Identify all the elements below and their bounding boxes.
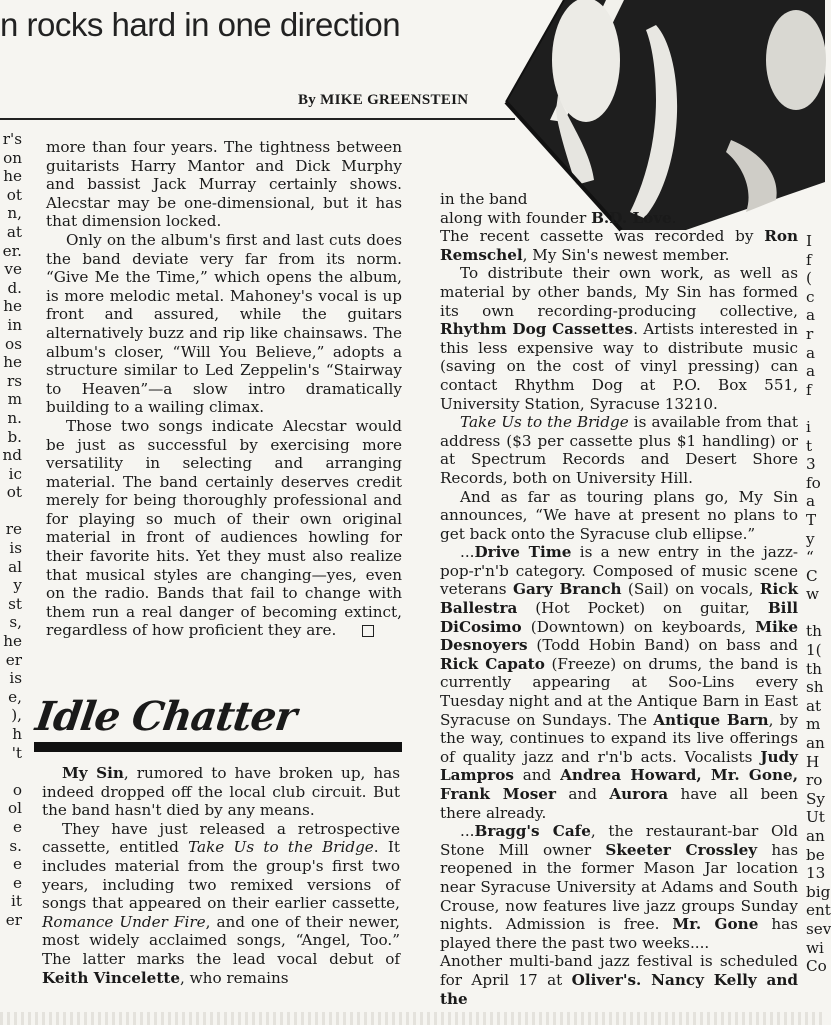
text-fragment: 1( [806, 641, 822, 660]
text-fragment: ot [6, 483, 22, 502]
text-fragment: at [6, 222, 22, 241]
section-title: Idle Chatter [32, 693, 299, 740]
text-fragment: at [806, 696, 822, 715]
text-fragment: C [806, 566, 818, 585]
text-fragment: o [12, 780, 22, 799]
paragraph: And as far as touring plans go, My Sin announces, “We have at present no plans to get back onto the Syracuse club ellipse.” [440, 487, 798, 543]
text-fragment: he [3, 353, 22, 372]
text-fragment: sh [806, 678, 824, 697]
text-fragment: m [806, 715, 821, 734]
paragraph: My Sin, rumored to have broken up, has indeed dropped off the local club circuit. But the band hasn't died by any means. [42, 764, 400, 820]
text-fragment: r's [2, 130, 22, 148]
text-fragment: y [806, 529, 815, 548]
text-fragment: s, [9, 613, 22, 632]
text-fragment: d. [7, 278, 22, 297]
text-fragment: is [9, 539, 22, 558]
text-fragment: ot [6, 185, 22, 204]
paragraph: ...Bragg's Cafe, the restaurant-bar Old Stone Mill owner Skeeter Crossley has reopened in the former Mason Jar location near Syracuse University at Adams and South Crouse, now features live jazz groups Sunday nights. Admission is free. Mr. Gone has played there the past two weeks.... [440, 822, 798, 952]
text-fragment [0, 502, 22, 521]
text-fragment: wi [806, 938, 824, 957]
text-fragment: th [806, 622, 822, 641]
text-fragment: ( [806, 269, 812, 288]
text-fragment: e, [8, 687, 22, 706]
text-fragment: ol [7, 799, 22, 818]
text-fragment: e [13, 873, 22, 892]
paragraph: Another multi-band jazz festival is scheduled for April 17 at Oliver's. Nancy Kelly and the [440, 952, 799, 1008]
text-fragment: os [5, 334, 22, 353]
text-fragment: f [806, 380, 812, 399]
left-column-fragments [0, 130, 22, 930]
section-rule [34, 742, 402, 752]
text-fragment: T [806, 510, 817, 529]
paragraph: To distribute their own work, as well as material by other bands, My Sin has formed its own recording-producing collective, Rhythm Dog Cassettes. Artists interested in this less expensive way to distribute music (saving on the cost of vinyl pressing) can contact Rhythm Dog at P.O. Box 551, University Station, Syracuse 13210. [440, 264, 798, 413]
text-fragment: m [7, 390, 22, 409]
text-fragment: ro [806, 771, 823, 790]
text-fragment: 't [11, 743, 22, 762]
text-fragment: he [3, 167, 22, 186]
text-fragment: c [806, 287, 815, 306]
text-fragment: he [3, 297, 22, 316]
text-fragment: a [806, 362, 816, 381]
text-fragment: I [806, 232, 812, 250]
text-fragment: r [806, 324, 814, 343]
text-fragment: ic [8, 464, 22, 483]
text-fragment: ent [806, 901, 831, 920]
paragraph: in the band along with founder B.D. Love. The recent cassette was recorded by Ron Remschel, My Sin's newest member. [440, 190, 798, 264]
right-column-fragments [806, 232, 831, 976]
text-fragment: an [806, 827, 825, 845]
text-fragment: th [806, 659, 822, 678]
text-fragment: er. [2, 241, 22, 260]
text-fragment: a [806, 492, 816, 511]
byline: By MIKE GREENSTEIN [298, 92, 469, 108]
text-fragment: it [11, 892, 22, 911]
text-fragment: rs [6, 371, 22, 390]
text-fragment: Co [806, 957, 827, 976]
text-fragment [806, 399, 825, 418]
text-fragment [806, 604, 825, 623]
text-fragment: a [806, 343, 816, 362]
column-1 [46, 138, 402, 640]
text-fragment: big [806, 882, 831, 901]
text-fragment: al [8, 557, 22, 576]
text-fragment: e [13, 855, 22, 874]
text-fragment: 13 [806, 864, 826, 883]
text-fragment: s. [9, 836, 22, 855]
text-fragment: y [13, 576, 22, 595]
text-fragment: h [12, 725, 22, 743]
idle-chatter-column [42, 764, 400, 987]
text-fragment: ), [11, 706, 22, 725]
text-fragment: be [806, 845, 825, 864]
text-fragment: n, [7, 204, 22, 223]
text-fragment: ve [4, 260, 22, 279]
text-fragment: re [5, 520, 22, 539]
text-fragment: i [806, 417, 811, 436]
text-fragment: Sy [806, 789, 825, 808]
text-fragment: nd [2, 446, 22, 465]
paragraph: Only on the album's first and last cuts does the band deviate very far from its norm. “Give Me the Time,” which opens the album, is more melodic metal. Mahoney's vocal is up front and assured, while the guitars alternatively buzz and rip like chainsaws. The album's closer, “Will You Believe,” adopts a structure similar to Led Zeppelin's “Stairway to Heaven”—a slow intro dramatically building to a wailing climax. [46, 230, 402, 417]
text-fragment: H [806, 752, 820, 771]
text-fragment: t [806, 436, 813, 455]
column-2 [440, 190, 798, 1008]
text-fragment: e [13, 817, 22, 836]
text-fragment: n. [7, 408, 22, 427]
text-fragment: er [5, 910, 22, 929]
paragraph: ...Drive Time is a new entry in the jazz-pop-r'n'b category. Composed of music scene veterans Gary Branch (Sail) on vocals, Rick Ballestra (Hot Pocket) on guitar, Bill DiCosimo (Downtown) on keyboards, Mike Desnoyers (Todd Hobin Band) on bass and Rick Capato (Freeze) on drums, the band is currently appearing at Soo-Lins every Tuesday night and at the Antique Barn in East Syracuse on Sundays. The Antique Barn, by the way, continues to expand its live offerings of quality jazz and r'n'b acts. Vocalists Judy Lampros and Andrea Howard, Mr. Gone, Frank Moser and Aurora have all been there already. [440, 543, 799, 822]
text-fragment: is [9, 669, 22, 688]
end-mark [362, 625, 374, 637]
text-fragment [0, 762, 22, 781]
byline-rule [0, 118, 515, 120]
headline: n rocks hard in one direction [0, 6, 401, 43]
text-fragment: “ [806, 548, 814, 567]
text-fragment: an [806, 734, 825, 753]
text-fragment: 3 [806, 455, 816, 474]
text-fragment: on [3, 148, 22, 167]
page-bottom-edge [0, 1012, 825, 1025]
text-fragment: sev [806, 919, 831, 938]
text-fragment: er [5, 650, 22, 669]
text-fragment: he [3, 632, 22, 651]
text-fragment: a [806, 306, 816, 325]
text-fragment: st [8, 594, 22, 613]
text-fragment: b. [7, 427, 22, 446]
text-fragment: in [7, 315, 22, 334]
text-fragment: f [806, 250, 812, 269]
text-fragment: Ut [806, 808, 825, 827]
paragraph: Take Us to the Bridge is available from that address ($3 per cassette plus $1 handling) or at Spectrum Records and Desert Shore Records, both on University Hill. [440, 413, 798, 487]
paragraph: They have just released a retrospective cassette, entitled Take Us to the Bridge. It includes material from the group's first two years, including two remixed versions of songs that appeared on their earlier cassette, Romance Under Fire, and one of their newer, most widely acclaimed songs, “Angel, Too.” The latter marks the lead vocal debut of Keith Vincelette, who remains [42, 819, 400, 987]
text-fragment: fo [806, 473, 821, 492]
paragraph: Those two songs indicate Alecstar would be just as successful by exercising more versatility in selecting and arranging material. The band certainly deserves credit merely for being thoroughly professional and for playing so much of their own original material in front of audiences howling for their favorite hits. Yet they must also realize that musical styles are changing—yes, even on the radio. Bands that fail to change with them run a real danger of becoming extinct, regardless of how proficient they are. [46, 416, 402, 640]
text-fragment: w [806, 585, 819, 604]
paragraph: more than four years. The tightness between guitarists Harry Mantor and Dick Murphy and bassist Jack Murray certainly shows. Alecstar may be one-dimensional, but it has that dimension locked. [46, 138, 402, 231]
